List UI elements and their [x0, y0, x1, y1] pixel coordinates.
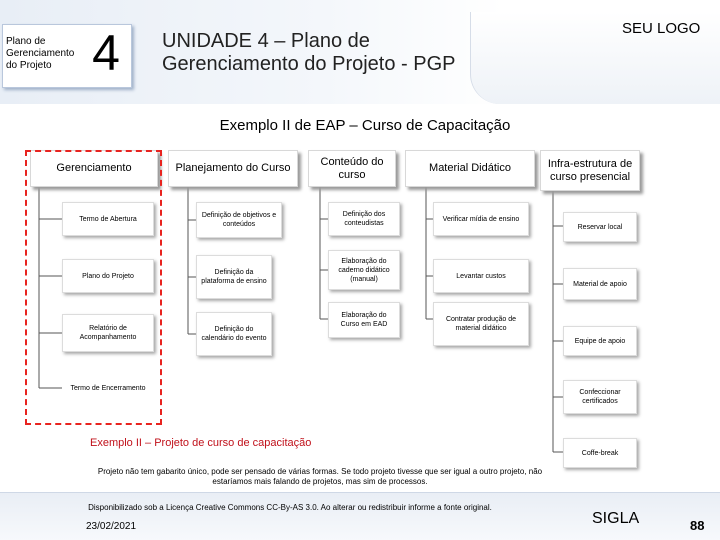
- wbs-leaf: Reservar local: [563, 212, 637, 242]
- diagram-caption: Exemplo II – Projeto de curso de capacitação: [90, 437, 312, 449]
- wbs-leaf: Relatório de Acompanhamento: [62, 314, 154, 352]
- wbs-leaf: Plano do Projeto: [62, 259, 154, 293]
- wbs-leaf: Elaboração do Curso em EAD: [328, 302, 400, 338]
- highlight-frame: [25, 150, 162, 425]
- wbs-box-gerenciamento: Gerenciamento: [30, 150, 158, 187]
- module-number: 4: [92, 25, 120, 81]
- diagram-note: Projeto não tem gabarito único, pode ser pensado de várias formas. Se todo projeto tivesse que ser igual a outro projeto, não estaríamos mais falando de projetos, mas sim de processos.: [97, 467, 543, 486]
- wbs-leaf: Confeccionar certificados: [563, 380, 637, 414]
- wbs-leaf: Termo de Encerramento: [70, 384, 146, 392]
- wbs-box-material: Material Didático: [405, 150, 535, 187]
- wbs-leaf: Coffe-break: [563, 438, 637, 468]
- footer-sigla: SIGLA: [592, 510, 640, 527]
- wbs-box-conteudo: Conteúdo do curso: [308, 150, 396, 187]
- wbs-leaf: Contratar produção de material didático: [433, 302, 529, 346]
- wbs-leaf: Levantar custos: [433, 259, 529, 293]
- license-text: Disponibilizado sob a Licença Creative Commons CC-By-AS 3.0. Ao alterar ou redistribuir informe a fonte original.: [88, 503, 492, 512]
- wbs-leaf: Definição da plataforma de ensino: [196, 255, 272, 299]
- wbs-box-infraestrutura: Infra-estrutura de curso presencial: [540, 150, 640, 191]
- wbs-leaf: Material de apoio: [563, 268, 637, 300]
- wbs-leaf: Definição dos conteudistas: [328, 202, 400, 236]
- wbs-leaf: Equipe de apoio: [563, 326, 637, 356]
- unit-title: UNIDADE 4 – Plano de Gerenciamento do Projeto - PGP: [162, 30, 456, 75]
- wbs-leaf: Elaboração do caderno didático (manual): [328, 250, 400, 290]
- logo: SEU LOGO: [622, 20, 701, 37]
- module-label: Plano de Gerenciamento do Projeto: [6, 36, 75, 71]
- diagram-title: Exemplo II de EAP – Curso de Capacitação: [219, 117, 511, 134]
- wbs-leaf: Termo de Abertura: [62, 202, 154, 236]
- footer-date: 23/02/2021: [86, 521, 137, 532]
- wbs-box-planejamento: Planejamento do Curso: [168, 150, 298, 187]
- page-number: 88: [690, 518, 705, 533]
- wbs-leaf: Definição do calendário do evento: [196, 312, 272, 356]
- wbs-leaf: Definição de objetivos e conteúdos: [196, 202, 282, 238]
- wbs-leaf: Verificar mídia de ensino: [433, 202, 529, 236]
